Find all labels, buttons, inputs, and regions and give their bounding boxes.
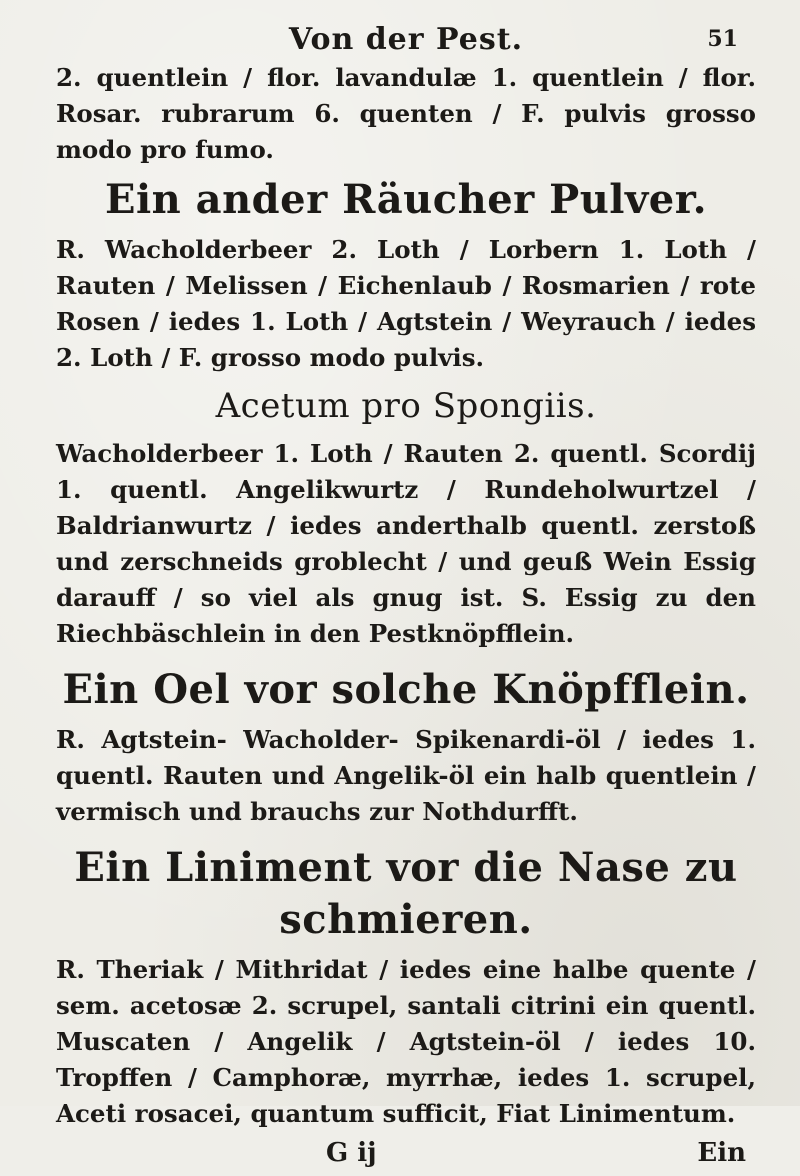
recipe-raeucher-pulver: R. Wacholderbeer 2. Loth / Lorbern 1. Loth / Rauten / Melissen / Eichenlaub / Rosmarien / rote Rosen / iedes 1. Loth / Agtstein / Weyrauch / iedes 2. Loth / F. grosso modo pulvis. xyxy=(56,235,756,372)
running-title: Von der Pest. xyxy=(288,22,524,57)
signature-mark: G ij xyxy=(326,1138,377,1168)
heading-liniment-line-1: Ein Liniment vor die Nase zu xyxy=(74,844,738,891)
heading-liniment-line-2: schmieren. xyxy=(279,896,533,943)
spacer xyxy=(56,652,756,664)
running-head xyxy=(56,22,756,60)
recipe-liniment: R. Theriak / Mithridat / iedes eine halbe quente / sem. acetosæ 2. scrupel, santali citrini ein quentl. Muscaten / Angelik / Agtstein-öl / iedes 10. Tropffen / Camphoræ, myrrhæ, iedes 1. scrupel, Aceti rosacei, quantum sufficit, Fiat Linimentum. xyxy=(56,955,756,1128)
recipe-oel: R. Agtstein- Wacholder- Spikenardi-öl / iedes 1. quentl. Rauten und Angelik-öl ein halb quentlein / vermisch und brauchs zur Nothdurfft. xyxy=(56,725,756,826)
page-footer xyxy=(56,1136,756,1176)
catchword: Ein xyxy=(697,1138,746,1168)
heading-raeucher-pulver: Ein ander Räucher Pulver. xyxy=(104,176,708,223)
page-number: 51 xyxy=(707,26,738,52)
intro-paragraph: 2. quentlein / flor. lavandulæ 1. quentlein / flor. Rosar. rubrarum 6. quenten / F. pulvis grosso modo pro fumo. xyxy=(56,63,756,164)
recipe-acetum: Wacholderbeer 1. Loth / Rauten 2. quentl. Scordij 1. quentl. Angelikwurtz / Rundeholwurtzel / Baldrianwurtz / iedes anderthalb quentl. zerstoß und zerschneids groblecht / und geuß Wein Essig darauff / so viel als gnug ist. S. Essig zu den Riechbäschlein in den Pestknöpfflein. xyxy=(56,439,756,648)
heading-oel: Ein Oel vor solche Knöpfflein. xyxy=(62,666,750,713)
spacer xyxy=(56,830,756,842)
heading-acetum: Acetum pro Spongiis. xyxy=(215,386,597,426)
page xyxy=(56,22,756,1176)
